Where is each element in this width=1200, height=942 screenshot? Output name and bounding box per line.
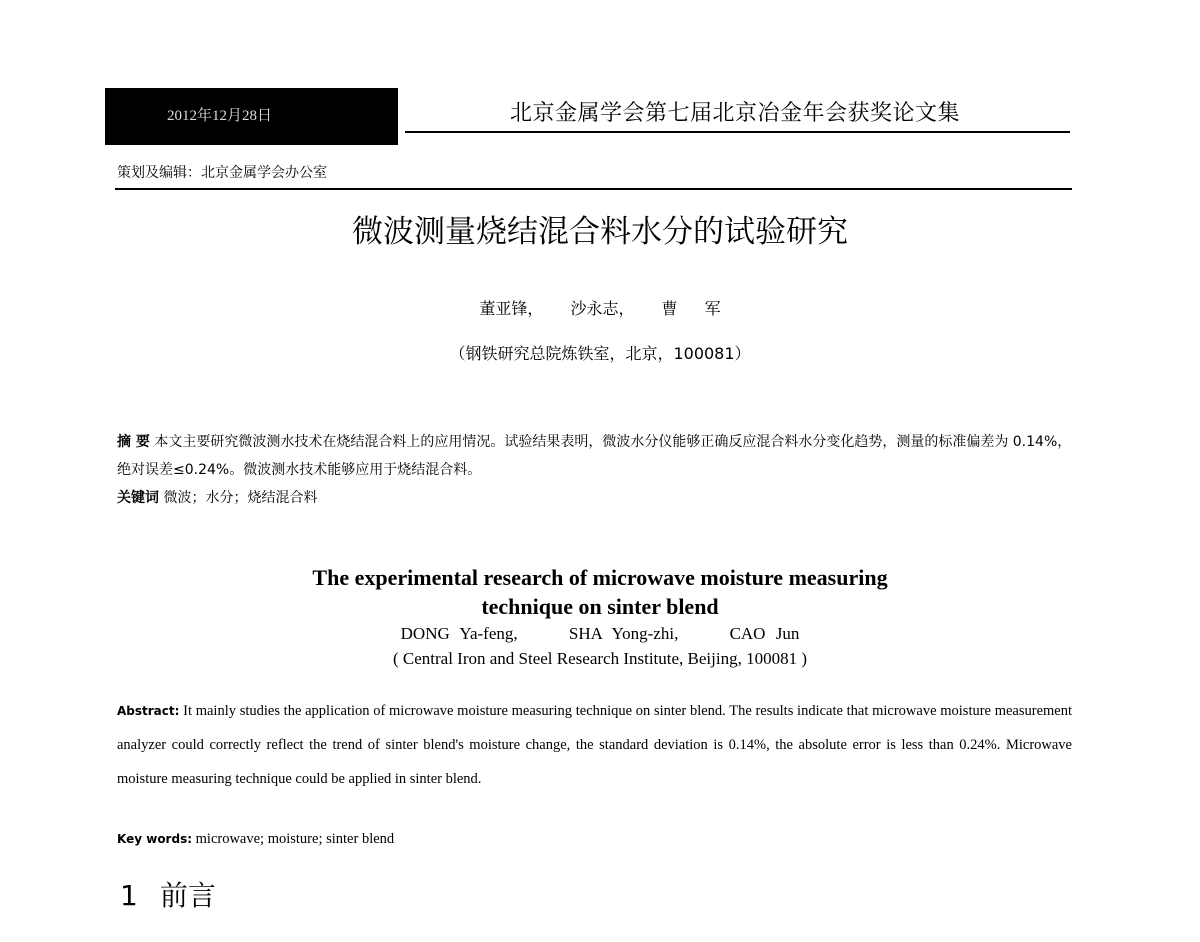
section-number: 1 — [120, 879, 138, 912]
paper-title: 微波测量烧结混合料水分的试验研究 — [352, 214, 848, 250]
english-affiliation: ( Central Iron and Steel Research Institute, Beijing, 100081 ) — [392, 649, 808, 668]
header-rule — [405, 131, 1070, 133]
abstract-cn — [117, 428, 1077, 512]
header-rule-2 — [115, 188, 1072, 190]
authors: 董亚锋， 沙永志， 曹 军 — [479, 299, 721, 318]
english-keywords — [117, 831, 394, 848]
affiliation: （钢铁研究总院炼铁室，北京，100081） — [449, 344, 751, 363]
english-title — [0, 563, 1200, 621]
english-abstract — [117, 694, 1072, 796]
keywords-cn-text: 微波；水分；烧结混合料 — [163, 490, 318, 506]
section-title: 前言 — [159, 879, 216, 912]
english-keywords-text: microwave; moisture; sinter blend — [195, 831, 395, 847]
section-heading — [120, 874, 238, 914]
english-title-line2: technique on sinter blend — [481, 594, 719, 619]
editor-line: 策划及编辑：北京金属学会办公室 — [117, 165, 327, 181]
english-authors: DONG Ya-feng, SHA Yong-zhi, CAO Jun — [400, 624, 800, 643]
english-abstract-label: Abstract: — [117, 704, 180, 718]
english-title-line1: The experimental research of microwave moisture measuring — [312, 565, 888, 590]
abstract-cn-text: 本文主要研究微波测水技术在烧结混合料上的应用情况。试验结果表明，微波水分仪能够正确反应混合料水分变化趋势，测量的标准偏差为 0.14%，绝对误差≤0.24%。微波测水技术能够应用于烧结混合料。 — [117, 434, 1072, 478]
keywords-cn-label: 关键词 — [117, 490, 159, 506]
abstract-cn-label: 摘 要 — [117, 434, 150, 450]
english-abstract-text: It mainly studies the application of microwave moisture measuring technique on sinter blend. The results indicate that microwave moisture measurement analyzer could correctly reflect the trend of sinter blend's moisture change, the standard deviation is 0.14%, the absolute error is less than 0.24%. Microwave moisture measuring technique could be applied in sinter blend. — [117, 703, 1072, 787]
date-banner: 2012年12月28日 — [105, 88, 398, 145]
journal-title: 北京金属学会第七届北京冶金年会获奖论文集 — [510, 101, 961, 126]
english-keywords-label: Key words: — [117, 832, 193, 846]
